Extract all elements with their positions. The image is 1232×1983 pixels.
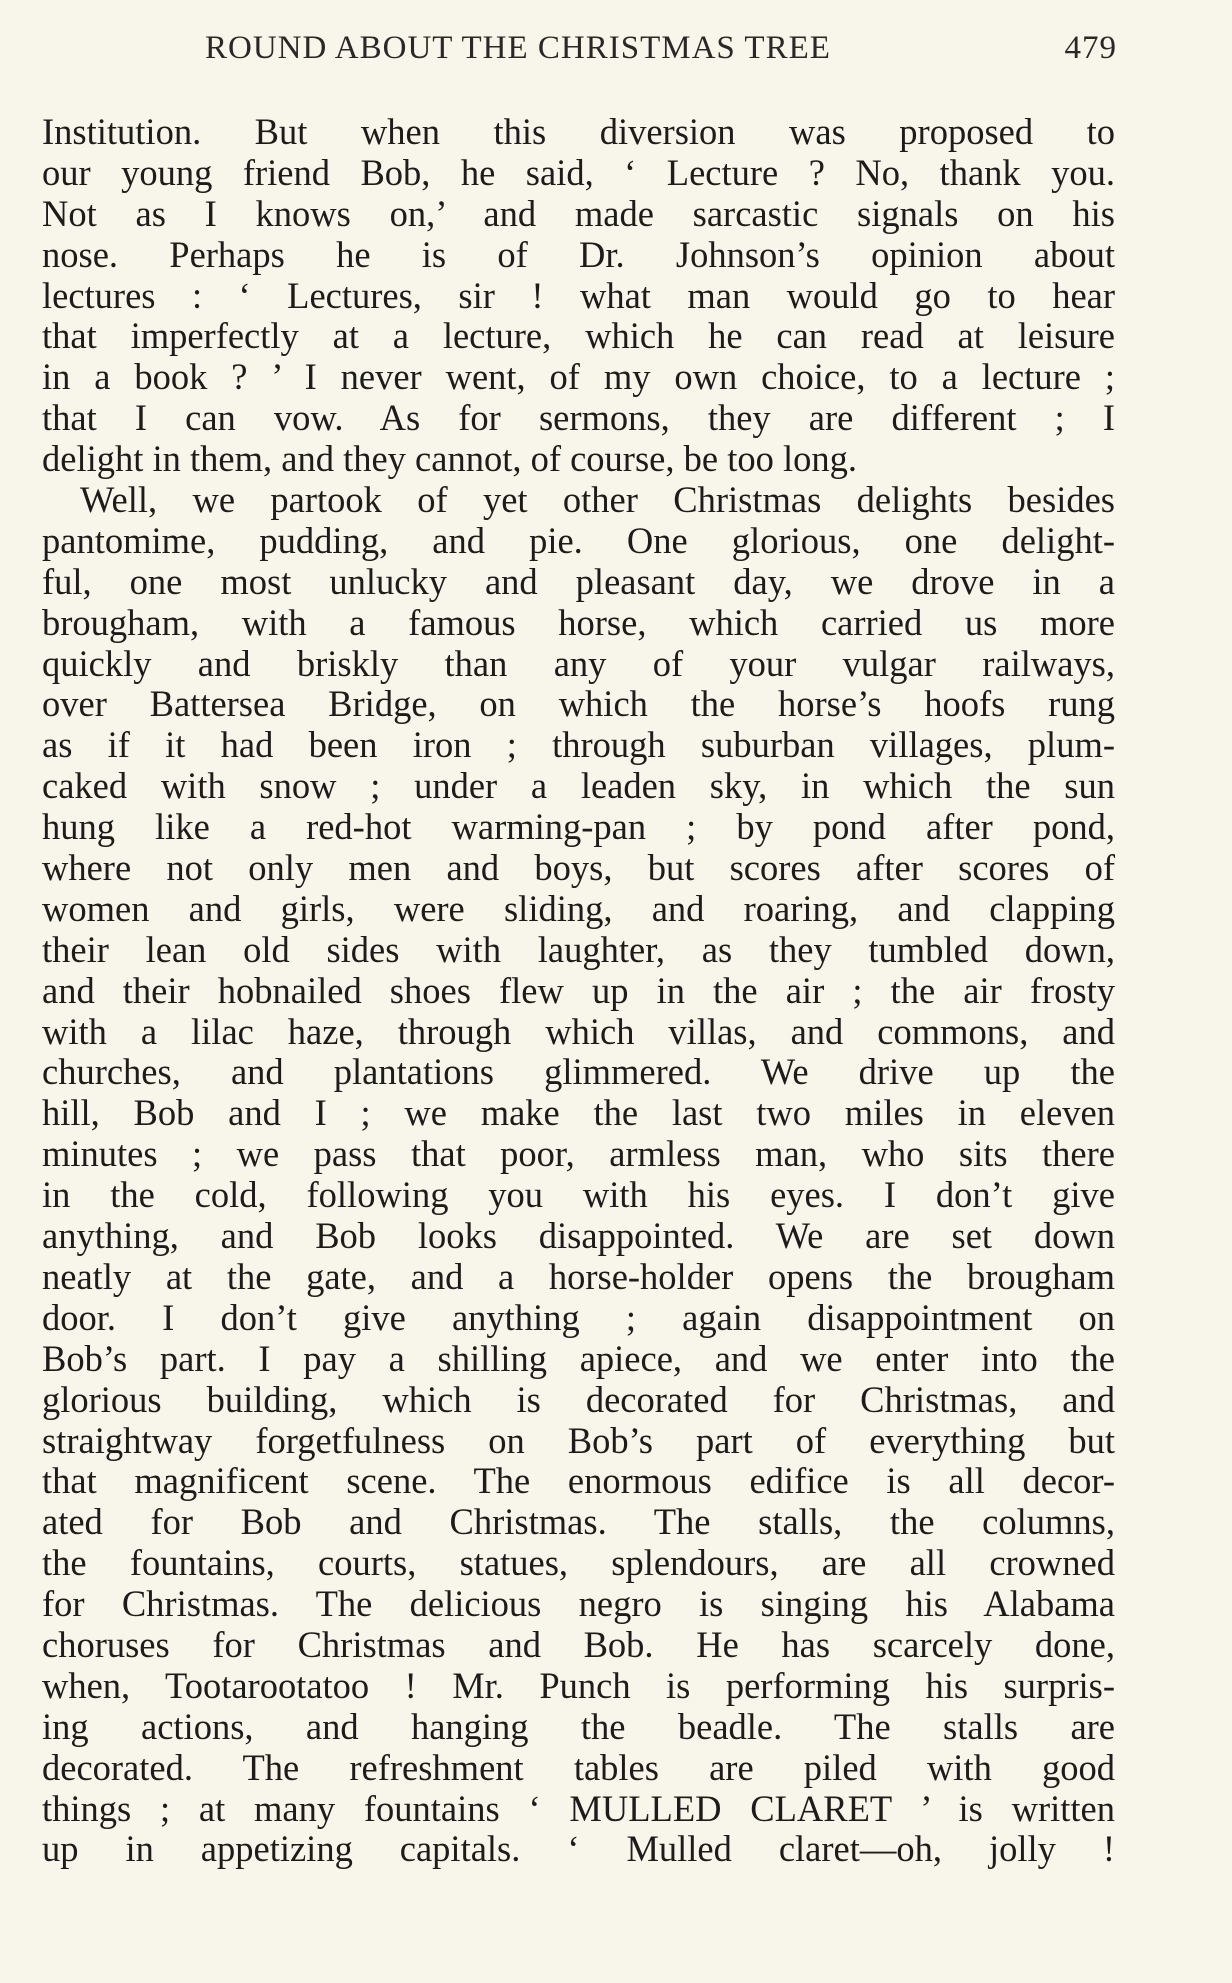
text-line: with a lilac haze, through which villas, and commons, and [42, 1010, 1115, 1052]
text-line: minutes ; we pass that poor, armless man, who sits there [42, 1133, 1115, 1175]
running-head-title: ROUND ABOUT THE CHRISTMAS TREE [205, 30, 831, 66]
text-line: when, Tootarootatoo ! Mr. Punch is performing his surpris- [42, 1664, 1115, 1706]
text-line: as if it had been iron ; through suburban villages, plum- [42, 724, 1115, 766]
text-line: over Battersea Bridge, on which the horse’s hoofs rung [42, 683, 1115, 725]
text-line: their lean old sides with laughter, as they tumbled down, [42, 928, 1115, 970]
text-line: ful, one most unlucky and pleasant day, we drove in a [42, 560, 1115, 602]
text-line: women and girls, were sliding, and roaring, and clapping [42, 887, 1115, 929]
text-line: that imperfectly at a lecture, which he can read at leisure [42, 315, 1115, 357]
text-line: anything, and Bob looks disappointed. We are set down [42, 1215, 1115, 1257]
text-line: ing actions, and hanging the beadle. The stalls are [42, 1705, 1115, 1747]
text-line: decorated. The refreshment tables are piled with good [42, 1746, 1115, 1788]
text-line: our young friend Bob, he said, ‘ Lecture ? No, thank you. [42, 151, 1115, 193]
text-line: caked with snow ; under a leaden sky, in which the sun [42, 765, 1115, 807]
text-line: delight in them, and they cannot, of course, be too long. [42, 438, 857, 480]
text-line: hung like a red-hot warming-pan ; by pond after pond, [42, 806, 1115, 848]
text-line: door. I don’t give anything ; again disappointment on [42, 1296, 1115, 1338]
text-line: Not as I knows on,’ and made sarcastic signals on his [42, 192, 1115, 234]
text-line: nose. Perhaps he is of Dr. Johnson’s opinion about [42, 233, 1115, 275]
text-line: Institution. But when this diversion was proposed to [42, 111, 1115, 152]
text-line: brougham, with a famous horse, which carried us more [42, 601, 1115, 643]
text-line: churches, and plantations glimmered. We drive up the [42, 1051, 1115, 1093]
text-line: lectures : ‘ Lectures, sir ! what man would go to hear [42, 274, 1115, 316]
text-line: up in appetizing capitals. ‘ Mulled claret—oh, jolly ! [42, 1828, 1115, 1870]
text-line: things ; at many fountains ‘ MULLED CLARET ’ is written [42, 1787, 1115, 1829]
body-text [42, 112, 1115, 1870]
text-line: pantomime, pudding, and pie. One glorious, one delight- [42, 519, 1115, 561]
text-line: straightway forgetfulness on Bob’s part of everything but [42, 1419, 1115, 1461]
text-line: that magnificent scene. The enormous edifice is all decor- [42, 1460, 1115, 1502]
text-line: that I can vow. As for sermons, they are different ; I [42, 397, 1115, 439]
text-line: glorious building, which is decorated for Christmas, and [42, 1378, 1115, 1420]
text-line: ated for Bob and Christmas. The stalls, the columns, [42, 1501, 1115, 1543]
text-line: for Christmas. The delicious negro is singing his Alabama [42, 1583, 1115, 1625]
text-line: choruses for Christmas and Bob. He has scarcely done, [42, 1623, 1115, 1665]
text-line: the fountains, courts, statues, splendours, are all crowned [42, 1542, 1115, 1584]
page-number: 479 [1064, 30, 1117, 66]
text-line: Bob’s part. I pay a shilling apiece, and we enter into the [42, 1337, 1115, 1379]
text-line: neatly at the gate, and a horse-holder opens the brougham [42, 1255, 1115, 1297]
text-line: where not only men and boys, but scores after scores of [42, 847, 1115, 889]
text-line: quickly and briskly than any of your vulgar railways, [42, 642, 1115, 684]
text-line: in a book ? ’ I never went, of my own choice, to a lecture ; [42, 356, 1115, 398]
text-line: and their hobnailed shoes flew up in the air ; the air frosty [42, 969, 1115, 1011]
running-head [205, 30, 1117, 70]
text-line: hill, Bob and I ; we make the last two miles in eleven [42, 1092, 1115, 1134]
paragraph-start-line: Well, we partook of yet other Christmas delights besides [80, 479, 1115, 521]
text-line: in the cold, following you with his eyes. I don’t give [42, 1174, 1115, 1216]
